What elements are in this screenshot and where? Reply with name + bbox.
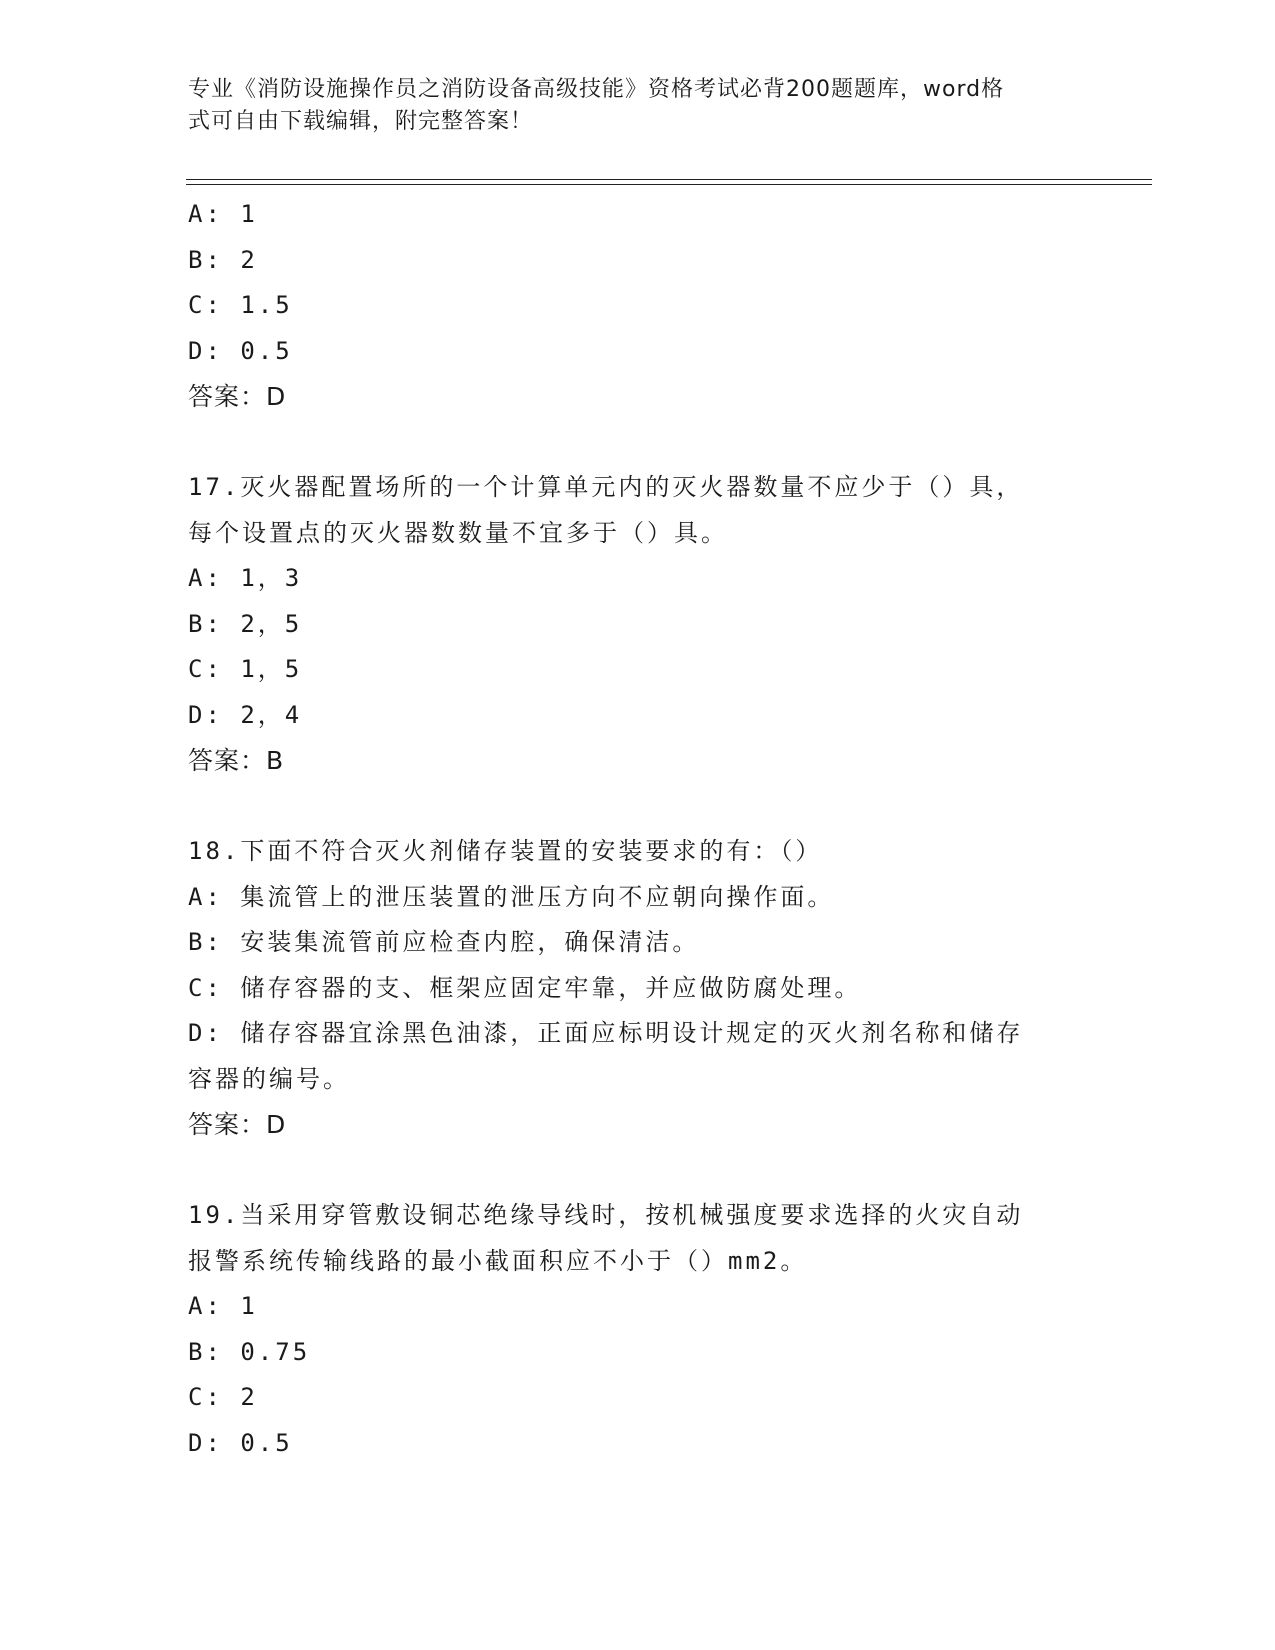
option-d: D: 0.5 — [188, 1428, 293, 1457]
question-18 — [188, 829, 1088, 1148]
answer-label: 答案：D — [188, 382, 287, 411]
option-c: C: 1，5 — [188, 655, 303, 683]
option-a: A: 1，3 — [188, 564, 303, 592]
question-17 — [188, 465, 1088, 784]
option-d-continued: 容器的编号。 — [188, 1064, 350, 1093]
question-stem-line-2: 报警系统传输线路的最小截面积应不小于（）mm2。 — [188, 1246, 808, 1275]
header-line-2: 式可自由下载编辑，附完整答案！ — [188, 109, 534, 134]
option-b: B: 2 — [188, 245, 258, 274]
answer-label: 答案：B — [188, 746, 285, 775]
option-c: C: 1.5 — [188, 291, 293, 319]
spacer — [188, 1148, 1088, 1194]
option-a: A: 1 — [188, 200, 258, 228]
option-b: B: 2，5 — [188, 609, 303, 638]
question-stem-line-2: 每个设置点的灭火器数数量不宜多于（）具。 — [188, 518, 728, 547]
option-a: A: 1 — [188, 1292, 258, 1320]
question-stem-line-1: 18.下面不符合灭火剂储存装置的安装要求的有：（） — [188, 837, 823, 865]
answer-label: 答案：D — [188, 1110, 287, 1139]
option-c: C: 2 — [188, 1383, 258, 1411]
option-c: C: 储存容器的支、框架应固定牢靠，并应做防腐处理。 — [188, 973, 862, 1002]
document-header — [188, 74, 1068, 138]
question-list — [188, 192, 1088, 1466]
question-stem-line-1: 19.当采用穿管敷设铜芯绝缘导线时，按机械强度要求选择的火灾自动 — [188, 1201, 1024, 1229]
header-divider-bottom — [186, 184, 1152, 185]
header-divider-top — [186, 179, 1152, 180]
spacer — [188, 784, 1088, 830]
option-b: B: 0.75 — [188, 1337, 311, 1366]
option-b: B: 安装集流管前应检查内腔，确保清洁。 — [188, 928, 700, 956]
option-d: D: 2，4 — [188, 700, 303, 729]
question-16 — [188, 192, 1088, 420]
question-stem-line-1: 17.灭火器配置场所的一个计算单元内的灭火器数量不应少于（）具， — [188, 473, 1024, 501]
spacer — [188, 420, 1088, 466]
option-a: A: 集流管上的泄压装置的泄压方向不应朝向操作面。 — [188, 882, 835, 911]
option-d: D: 0.5 — [188, 336, 293, 365]
option-d: D: 储存容器宜涂黑色油漆，正面应标明设计规定的灭火剂名称和储存 — [188, 1019, 1024, 1047]
header-line-1: 专业《消防设施操作员之消防设备高级技能》资格考试必背200题题库，word格 — [188, 77, 1005, 102]
question-19 — [188, 1193, 1088, 1466]
